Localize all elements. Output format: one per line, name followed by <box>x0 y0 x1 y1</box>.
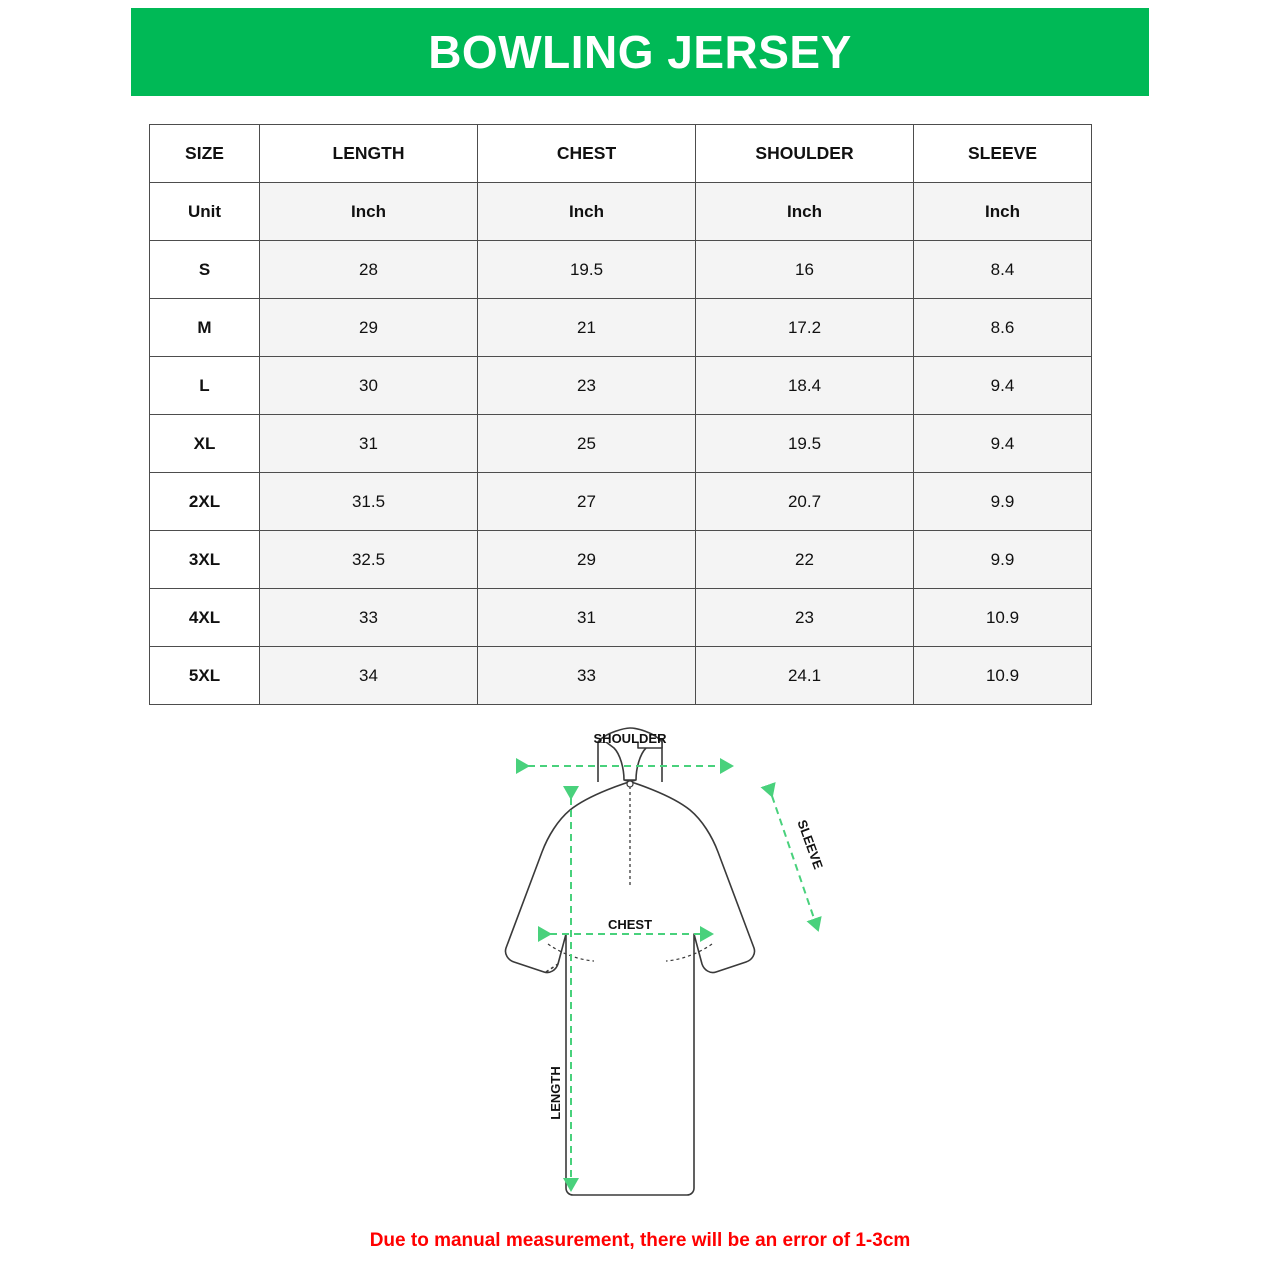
cell-size: 3XL <box>150 531 260 589</box>
measurement-diagram <box>400 718 880 1208</box>
table-row <box>150 357 1092 415</box>
column-header-shoulder: SHOULDER <box>696 125 914 183</box>
cell-sleeve: 9.9 <box>914 531 1092 589</box>
cell-chest: 25 <box>478 415 696 473</box>
cell-shoulder: 20.7 <box>696 473 914 531</box>
cell-shoulder: 17.2 <box>696 299 914 357</box>
cell-size: 2XL <box>150 473 260 531</box>
cell-length: 30 <box>260 357 478 415</box>
cell-shoulder: 18.4 <box>696 357 914 415</box>
cell-length: 32.5 <box>260 531 478 589</box>
unit-label: Unit <box>150 183 260 241</box>
unit-sleeve: Inch <box>914 183 1092 241</box>
cell-size: M <box>150 299 260 357</box>
unit-length: Inch <box>260 183 478 241</box>
table-row <box>150 415 1092 473</box>
cell-size: XL <box>150 415 260 473</box>
sleeve-label: SLEEVE <box>794 817 827 872</box>
table-row <box>150 589 1092 647</box>
cell-size: 5XL <box>150 647 260 705</box>
cell-size: S <box>150 241 260 299</box>
column-header-size: SIZE <box>150 125 260 183</box>
cell-shoulder: 16 <box>696 241 914 299</box>
table-header-row <box>150 125 1092 183</box>
cell-chest: 19.5 <box>478 241 696 299</box>
column-header-sleeve: SLEEVE <box>914 125 1092 183</box>
cell-chest: 33 <box>478 647 696 705</box>
cell-chest: 21 <box>478 299 696 357</box>
page-title: BOWLING JERSEY <box>428 26 852 78</box>
table-row <box>150 241 1092 299</box>
cell-sleeve: 10.9 <box>914 647 1092 705</box>
jersey-outline <box>505 728 754 1195</box>
unit-chest: Inch <box>478 183 696 241</box>
length-label: LENGTH <box>548 1066 563 1120</box>
cell-shoulder: 19.5 <box>696 415 914 473</box>
column-header-length: LENGTH <box>260 125 478 183</box>
cell-sleeve: 9.4 <box>914 415 1092 473</box>
cell-length: 31 <box>260 415 478 473</box>
shoulder-label: SHOULDER <box>593 731 667 746</box>
size-chart-table <box>149 124 1092 705</box>
cell-sleeve: 8.6 <box>914 299 1092 357</box>
cell-chest: 29 <box>478 531 696 589</box>
cell-shoulder: 24.1 <box>696 647 914 705</box>
cell-length: 31.5 <box>260 473 478 531</box>
cell-chest: 23 <box>478 357 696 415</box>
cell-shoulder: 22 <box>696 531 914 589</box>
cell-size: 4XL <box>150 589 260 647</box>
cell-sleeve: 9.4 <box>914 357 1092 415</box>
cell-length: 28 <box>260 241 478 299</box>
unit-shoulder: Inch <box>696 183 914 241</box>
column-header-chest: CHEST <box>478 125 696 183</box>
cell-length: 33 <box>260 589 478 647</box>
cell-sleeve: 8.4 <box>914 241 1092 299</box>
cell-length: 29 <box>260 299 478 357</box>
table-row <box>150 531 1092 589</box>
cell-length: 34 <box>260 647 478 705</box>
cell-chest: 31 <box>478 589 696 647</box>
cell-shoulder: 23 <box>696 589 914 647</box>
cell-chest: 27 <box>478 473 696 531</box>
cell-size: L <box>150 357 260 415</box>
header-banner <box>131 8 1149 96</box>
chest-label: CHEST <box>607 917 653 932</box>
table-row <box>150 647 1092 705</box>
cell-sleeve: 10.9 <box>914 589 1092 647</box>
table-row <box>150 473 1092 531</box>
jersey-diagram-svg <box>400 718 880 1213</box>
table-row-unit <box>150 183 1092 241</box>
cell-sleeve: 9.9 <box>914 473 1092 531</box>
size-chart-table-wrapper <box>149 124 1091 705</box>
table-row <box>150 299 1092 357</box>
measurement-disclaimer: Due to manual measurement, there will be an error of 1-3cm <box>369 1230 911 1251</box>
